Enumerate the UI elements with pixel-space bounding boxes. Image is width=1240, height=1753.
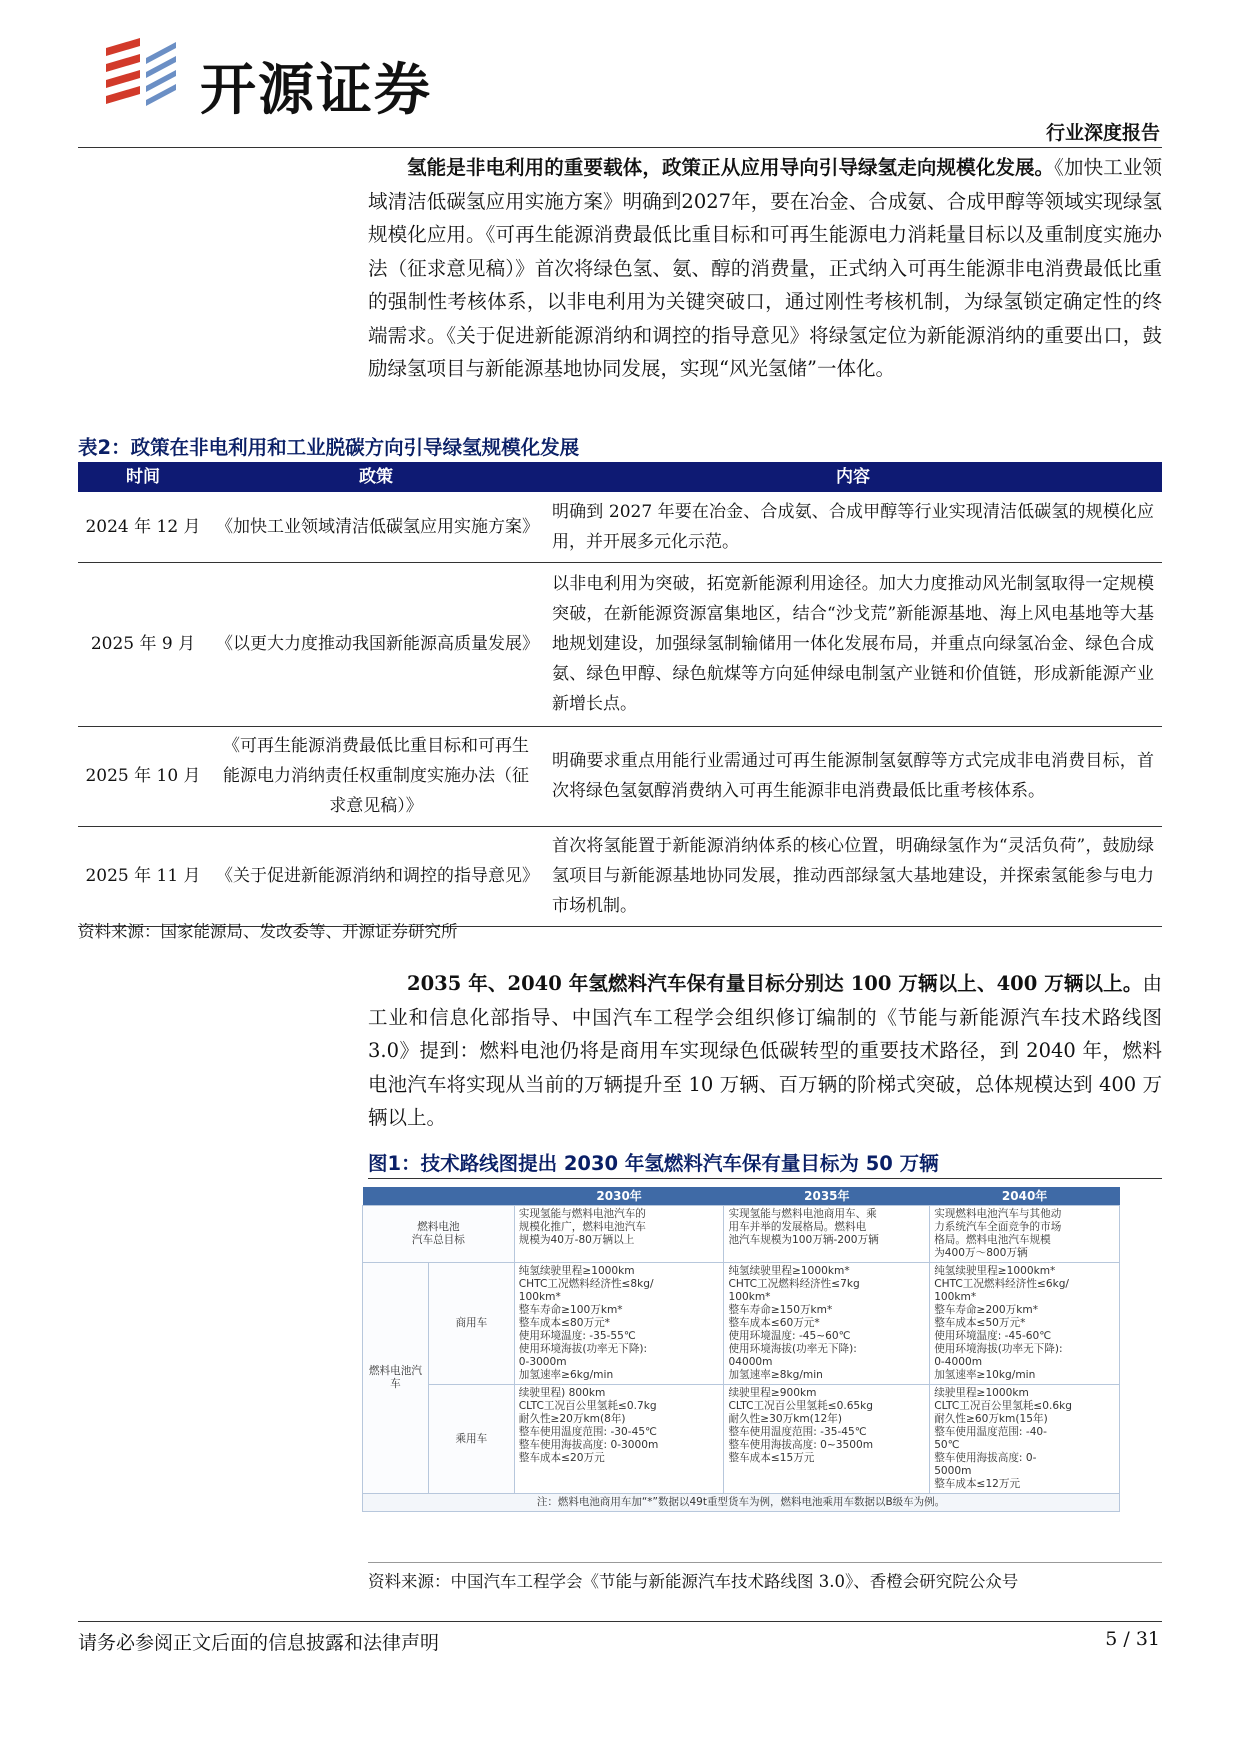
section2-paragraph [368,967,1162,1135]
fcv-label: 燃料电池汽 车 [363,1263,429,1494]
roadmap-corner [363,1187,515,1206]
row-content: 明确要求重点用能行业需通过可再生能源制氢氨醇等方式完成非电消费目标，首次将绿色氢氨醇消费纳入可再生能源非电消费最低比重考核体系。 [544,726,1162,826]
year-2035: 2035年 [724,1187,930,1206]
commercial-2040: 纯氢续驶里程≥1000km* CHTC工况燃料经济性≤6kg/ 100km* 整车寿命≥200万km* 整车成本≤50万元* 使用环境温度: -45-60℃ 使用环境海拔(功率无下降): 0-4000m 加氢速率≥10kg/min [930,1263,1120,1385]
commercial-2035: 纯氢续驶里程≥1000km* CHTC工况燃料经济性≤7kg 100km* 整车寿命≥150万km* 整车成本≤60万元* 使用环境温度: -45~60℃ 使用环境海拔(功率无下降): 04000m 加氢速率≥8kg/min [724,1263,930,1385]
header-policy: 政策 [208,462,544,492]
section2-lead: 2035 年、2040 年氢燃料汽车保有量目标分别达 100 万辆以上、400 万辆以上。 [407,972,1143,995]
figure1-caption: 图1：技术路线图提出 2030 年氢燃料汽车保有量目标为 50 万辆 [368,1152,939,1175]
table-row [78,826,1162,926]
row-content: 以非电利用为突破，拓宽新能源利用途径。加大力度推动风光制氢取得一定规模突破，在新能源资源富集地区，结合“沙戈荒”新能源基地、海上风电基地等大基地规划建设，加强绿氢制输储用一体化发展布局，并重点向绿氢冶金、绿色合成氨、绿色甲醇、绿色航煤等方向延伸绿电制氢产业链和价值链，形成新能源产业新增长点。 [544,562,1162,726]
commercial-2030: 纯氢续驶里程≥1000km CHTC工况燃料经济性≤8kg/ 100km* 整车寿命≥100万km* 整车成本≤80万元* 使用环境温度: -35-55℃ 使用环境海拔(功率无下降): 0-3000m 加氢速率≥6kg/min [514,1263,724,1385]
row-policy: 《关于促进新能源消纳和调控的指导意见》 [208,826,544,926]
year-2030: 2030年 [514,1187,724,1206]
commercial-label: 商用车 [428,1263,514,1385]
page-number: 5 / 31 [1105,1628,1160,1650]
footer-disclaimer: 请务必参阅正文后面的信息披露和法律声明 [78,1632,440,1654]
row-date: 2024 年 12 月 [78,492,208,562]
roadmap-figure [362,1187,1120,1552]
intro-lead: 氢能是非电利用的重要载体，政策正从应用导向引导绿氢走向规模化发展。 [407,156,1055,179]
header-content: 内容 [544,462,1162,492]
logo-mark-icon [100,38,192,118]
table-header-row [78,462,1162,492]
brand-name: 开源证券 [200,58,432,123]
footer-divider [78,1621,1162,1622]
passenger-2030: 续驶里程) 800km CLTC工况百公里氢耗≤0.7kg 耐久性≥20万km(8年) 整车使用温度范围: -30-45℃ 整车使用海拔高度: 0-3000m 整车成本≤20万元 [514,1385,724,1494]
row-policy: 《可再生能源消费最低比重目标和可再生能源电力消纳责任权重制度实施办法（征求意见稿）》 [208,726,544,826]
passenger-2040: 续驶里程≥1000km CLTC工况百公里氢耗≤0.6kg 耐久性≥60万km(15年) 整车使用温度范围: -40- 50℃ 整车使用海拔高度: 0- 5000m 整车成本≤12万元 [930,1385,1120,1494]
table2-source: 资料来源：国家能源局、发改委等、开源证券研究所 [78,922,458,941]
row-policy: 《以更大力度推动我国新能源高质量发展》 [208,562,544,726]
passenger-2035: 续驶里程≥900km CLTC工况百公里氢耗≤0.65kg 耐久性≥30万km(12年) 整车使用温度范围: -35-45℃ 整车使用海拔高度: 0~3500m 整车成本≤15万元 [724,1385,930,1494]
table-row [78,492,1162,562]
figure1-divider [368,1178,1162,1179]
figure-note: 注：燃料电池商用车加“*”数据以49t重型货车为例，燃料电池乘用车数据以B级车为例。 [363,1494,1120,1512]
row-date: 2025 年 10 月 [78,726,208,826]
policy-table [78,462,1162,927]
overall-label: 燃料电池 汽车总目标 [363,1206,515,1263]
passenger-label: 乘用车 [428,1385,514,1494]
section2-body: 由工业和信息化部指导、中国汽车工程学会组织修订编制的《节能与新能源汽车技术路线图 3.0》提到：燃料电池仍将是商用车实现绿色低碳转型的重要技术路径，到 2040 年，燃料电池汽车将实现从当前的万辆提升至 10 万辆、百万辆的阶梯式突破，总体规模达到 400 万辆以上。 [368,972,1162,1129]
table2-caption: 表2：政策在非电利用和工业脱碳方向引导绿氢规模化发展 [78,436,580,459]
roadmap-table [362,1187,1120,1512]
overall-2040: 实现燃料电池汽车与其他动 力系统汽车全面竞争的市场 格局。燃料电池汽车规模 为400万～800万辆 [930,1206,1120,1263]
report-type: 行业深度报告 [1045,122,1160,144]
row-policy: 《加快工业领域清洁低碳氢应用实施方案》 [208,492,544,562]
figure1-bottom-divider [368,1562,1162,1563]
row-date: 2025 年 11 月 [78,826,208,926]
header-date: 时间 [78,462,208,492]
overall-2030: 实现氢能与燃料电池汽车的 规模化推广，燃料电池汽车 规模为40万-80万辆以上 [514,1206,724,1263]
row-content: 首次将氢能置于新能源消纳体系的核心位置，明确绿氢作为“灵活负荷”，鼓励绿氢项目与新能源基地协同发展，推动西部绿氢大基地建设，并探索氢能参与电力市场机制。 [544,826,1162,926]
intro-paragraph [368,151,1162,386]
row-date: 2025 年 9 月 [78,562,208,726]
year-2040: 2040年 [930,1187,1120,1206]
figure1-source: 资料来源：中国汽车工程学会《节能与新能源汽车技术路线图 3.0》、香橙会研究院公众号 [368,1572,1019,1591]
overall-2035: 实现氢能与燃料电池商用车、乘 用车并举的发展格局。燃料电 池汽车规模为100万辆-200万辆 [724,1206,930,1263]
row-content: 明确到 2027 年要在冶金、合成氨、合成甲醇等行业实现清洁低碳氢的规模化应用，并开展多元化示范。 [544,492,1162,562]
table-row [78,562,1162,726]
brand-logo [100,38,560,123]
intro-body: 《加快工业领域清洁低碳氢应用实施方案》明确到2027年，要在冶金、合成氨、合成甲醇等领域实现绿氢规模化应用。《可再生能源消费最低比重目标和可再生能源电力消耗量目标以及重制度实施办法（征求意见稿）》首次将绿色氢、氨、醇的消费量，正式纳入可再生能源非电消费最低比重的强制性考核体系，以非电利用为关键突破口，通过刚性考核机制，为绿氢锁定确定性的终端需求。《关于促进新能源消纳和调控的指导意见》将绿氢定位为新能源消纳的重要出口，鼓励绿氢项目与新能源基地协同发展，实现“风光氢储”一体化。 [368,156,1162,380]
table-row [78,726,1162,826]
header-divider [78,147,1162,148]
